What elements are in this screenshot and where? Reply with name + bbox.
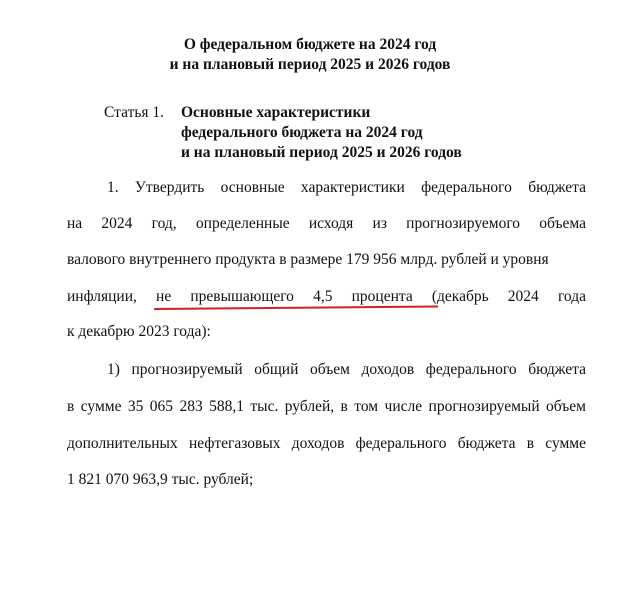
- article-title-line-1: Основные характеристики: [181, 104, 371, 121]
- paragraph-2-line-2: в сумме 35 065 283 588,1 тыс. рублей, в том числе прогнозируемый объем: [67, 398, 586, 415]
- paragraph-1-line-1: 1. Утвердить основные характеристики федерального бюджета: [107, 179, 586, 196]
- article-title-line-3: и на плановый период 2025 и 2026 годов: [181, 144, 462, 161]
- article-title-line-2: федерального бюджета на 2024 год: [181, 124, 423, 141]
- paragraph-2-line-1: 1) прогнозируемый общий объем доходов федерального бюджета: [107, 361, 586, 378]
- document-title-line-2: и на плановый период 2025 и 2026 годов: [169, 56, 451, 73]
- paragraph-1-line-2: на 2024 год, определенные исходя из прогнозируемого объема: [67, 215, 586, 232]
- paragraph-1-line-5: к декабрю 2023 года):: [67, 323, 211, 340]
- paragraph-1-line-4: инфляции, не превышающего 4,5 процента (декабрь 2024 года: [67, 288, 586, 305]
- paragraph-2-line-3: дополнительных нефтегазовых доходов федерального бюджета в сумме: [67, 435, 586, 452]
- article-label: Статья 1.: [104, 104, 165, 121]
- paragraph-2-line-4: 1 821 070 963,9 тыс. рублей;: [67, 471, 254, 488]
- document-title-line-1: О федеральном бюджете на 2024 год: [183, 36, 437, 53]
- paragraph-1-line-3: валового внутреннего продукта в размере 179 956 млрд. рублей и уровня: [67, 251, 549, 268]
